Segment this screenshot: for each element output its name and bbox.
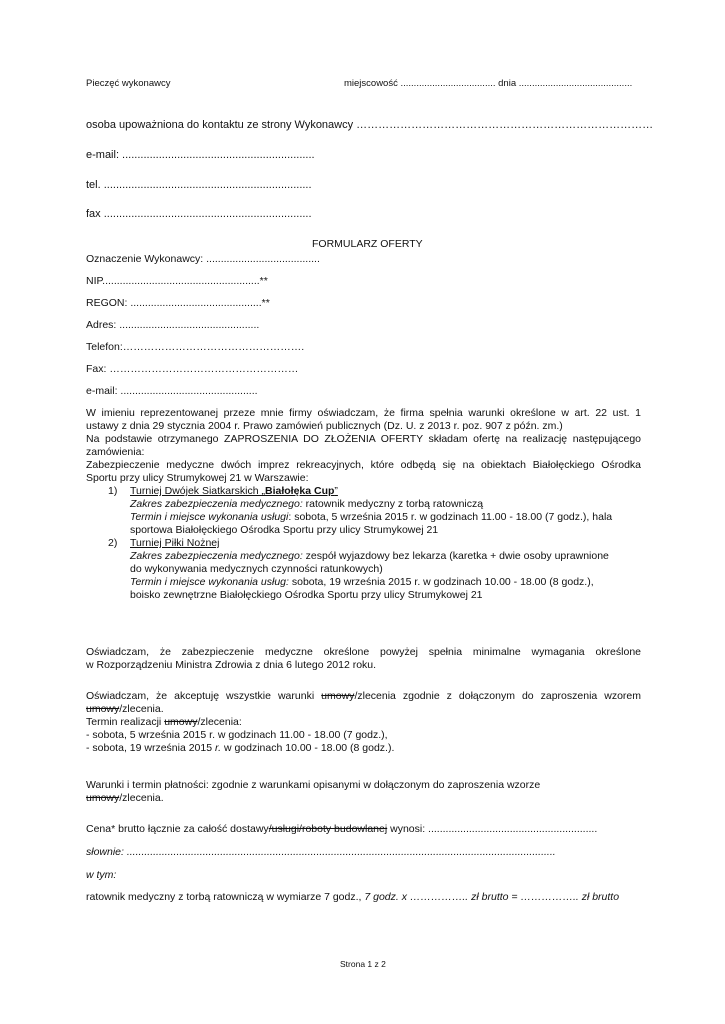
payment-line: Warunki i termin płatności: zgodnie z warunkami opisanymi w dołączonym do zaproszenia wzorze [86, 779, 541, 791]
statement-terms [86, 690, 641, 755]
contractor-fax-field[interactable]: Fax: ……………………………………………… [86, 363, 299, 375]
list-item [108, 537, 619, 602]
price-words-field[interactable]: słownie: ................................................................................................................................................... [86, 846, 556, 858]
events-list [108, 485, 619, 602]
contractor-phone-field[interactable]: Telefon:……………………………………………. [86, 341, 305, 353]
scope-value-cont: do wykonywania medycznych czynności ratunkowych) [130, 563, 383, 575]
time-value-cont: boisko zewnętrzne Białołęckiego Ośrodka Sportu przy ulicy Strumykowej 21 [130, 589, 483, 601]
statement-line: Oświadczam, że zabezpieczenie medyczne określone powyżej spełnia minimalne wymagania określone [86, 646, 641, 658]
declaration-paragraph [86, 407, 641, 485]
contractor-email-field[interactable]: e-mail: ............................................... [86, 385, 258, 397]
contact-person-field[interactable]: osoba upoważniona do kontaktu ze strony Wykonawcy ……………………………………………………………………… [86, 119, 654, 131]
declaration-line: ustawy z dnia 29 stycznia 2004 r. Prawo zamówień publicznych (Dz. U. z 2013 r. poz. 907 z późn. zm.) [86, 420, 563, 432]
scope-label: Zakres zabezpieczenia medycznego: [130, 550, 303, 562]
time-label: Termin i miejsce wykonania usług: [130, 576, 289, 588]
statement-line: Oświadczam, że akceptuję wszystkie warunki umowy/zlecenia zgodnie z dołączonym do zaproszenia wzorem [86, 690, 641, 702]
statement-line: - sobota, 5 września 2015 r. w godzinach 11.00 - 18.00 (7 godz.), [86, 729, 388, 741]
scope-value: zespół wyjazdowy bez lekarza (karetka + dwie osoby uprawnione [302, 550, 609, 562]
time-value: : sobota, 5 września 2015 r. w godzinach 11.00 - 18.00 (7 godz.), hala [288, 511, 613, 523]
statement-compliance [86, 646, 641, 672]
statement-line: w Rozporządzeniu Ministra Zdrowia z dnia 6 lutego 2012 roku. [86, 659, 377, 671]
scope-value: ratownik medyczny z torbą ratowniczą [302, 498, 484, 510]
contractor-nip-field[interactable]: NIP......................................................** [86, 275, 268, 287]
time-label: Termin i miejsce wykonania usługi [130, 511, 289, 523]
including-label: w tym: [86, 869, 117, 881]
scope-label: Zakres zabezpieczenia medycznego: [130, 498, 303, 510]
declaration-line: Zabezpieczenie medyczne dwóch imprez rekreacyjnych, które odbędą się na obiektach Białołęckiego Ośrodka [86, 459, 641, 471]
declaration-line: W imieniu reprezentowanej przeze mnie firmy oświadczam, że firma spełnia warunki określone w art. 22 ust. 1 [86, 407, 641, 419]
price-item-field[interactable]: ratownik medyczny z torbą ratowniczą w wymiarze 7 godz., 7 godz. x …………….. zł brutto = …………….. zł brutto [86, 891, 620, 903]
time-value-cont: sportowa Białołęckiego Ośrodka Sportu przy ulicy Strumykowej 21 [130, 524, 439, 536]
contractor-address-field[interactable]: Adres: ................................................ [86, 319, 260, 331]
declaration-line: Sportu przy ulicy Strumykowej 21 w Warszawie: [86, 472, 309, 484]
payment-terms [86, 779, 641, 805]
contractor-designation-field[interactable]: Oznaczenie Wykonawcy: ....................................... [86, 253, 320, 265]
contact-tel-field[interactable]: tel. .................................................................... [86, 179, 312, 191]
contractor-regon-field[interactable]: REGON: .............................................** [86, 297, 270, 309]
page-number: Strona 1 z 2 [340, 959, 386, 969]
price-total-field[interactable]: Cena* brutto łącznie za całość dostawy/usługi/roboty budowlanej wynosi: .......................................................... [86, 823, 598, 835]
event-title: Turniej Piłki Nożnej [130, 537, 220, 549]
declaration-line: Na podstawie otrzymanego ZAPROSZENIA DO ZŁOŻENIA OFERTY składam ofertę na realizację następującego [86, 433, 641, 445]
declaration-line: zamówienia: [86, 446, 145, 458]
form-title: FORMULARZ OFERTY [312, 238, 423, 250]
list-number: 1) [108, 485, 118, 497]
time-value: sobota, 19 września 2015 r. w godzinach 10.00 - 18.00 (8 godz.), [288, 576, 594, 588]
place-date-field[interactable]: miejscowość .................................... dnia ........................................... [344, 78, 633, 89]
contact-email-field[interactable]: e-mail: ............................................................... [86, 149, 315, 161]
event-title: Turniej Dwójek Siatkarskich „Białołęka Cup” [130, 485, 338, 497]
list-number: 2) [108, 537, 118, 549]
statement-line: Termin realizacji umowy/zlecenia: [86, 716, 242, 728]
contact-fax-field[interactable]: fax .................................................................... [86, 208, 312, 220]
statement-line: umowy/zlecenia. [86, 703, 164, 715]
payment-line: umowy/zlecenia. [86, 792, 164, 804]
list-item [108, 485, 619, 537]
stamp-label: Pieczęć wykonawcy [86, 78, 171, 89]
statement-line: - sobota, 19 września 2015 r. w godzinach 10.00 - 18.00 (8 godz.). [86, 742, 395, 754]
